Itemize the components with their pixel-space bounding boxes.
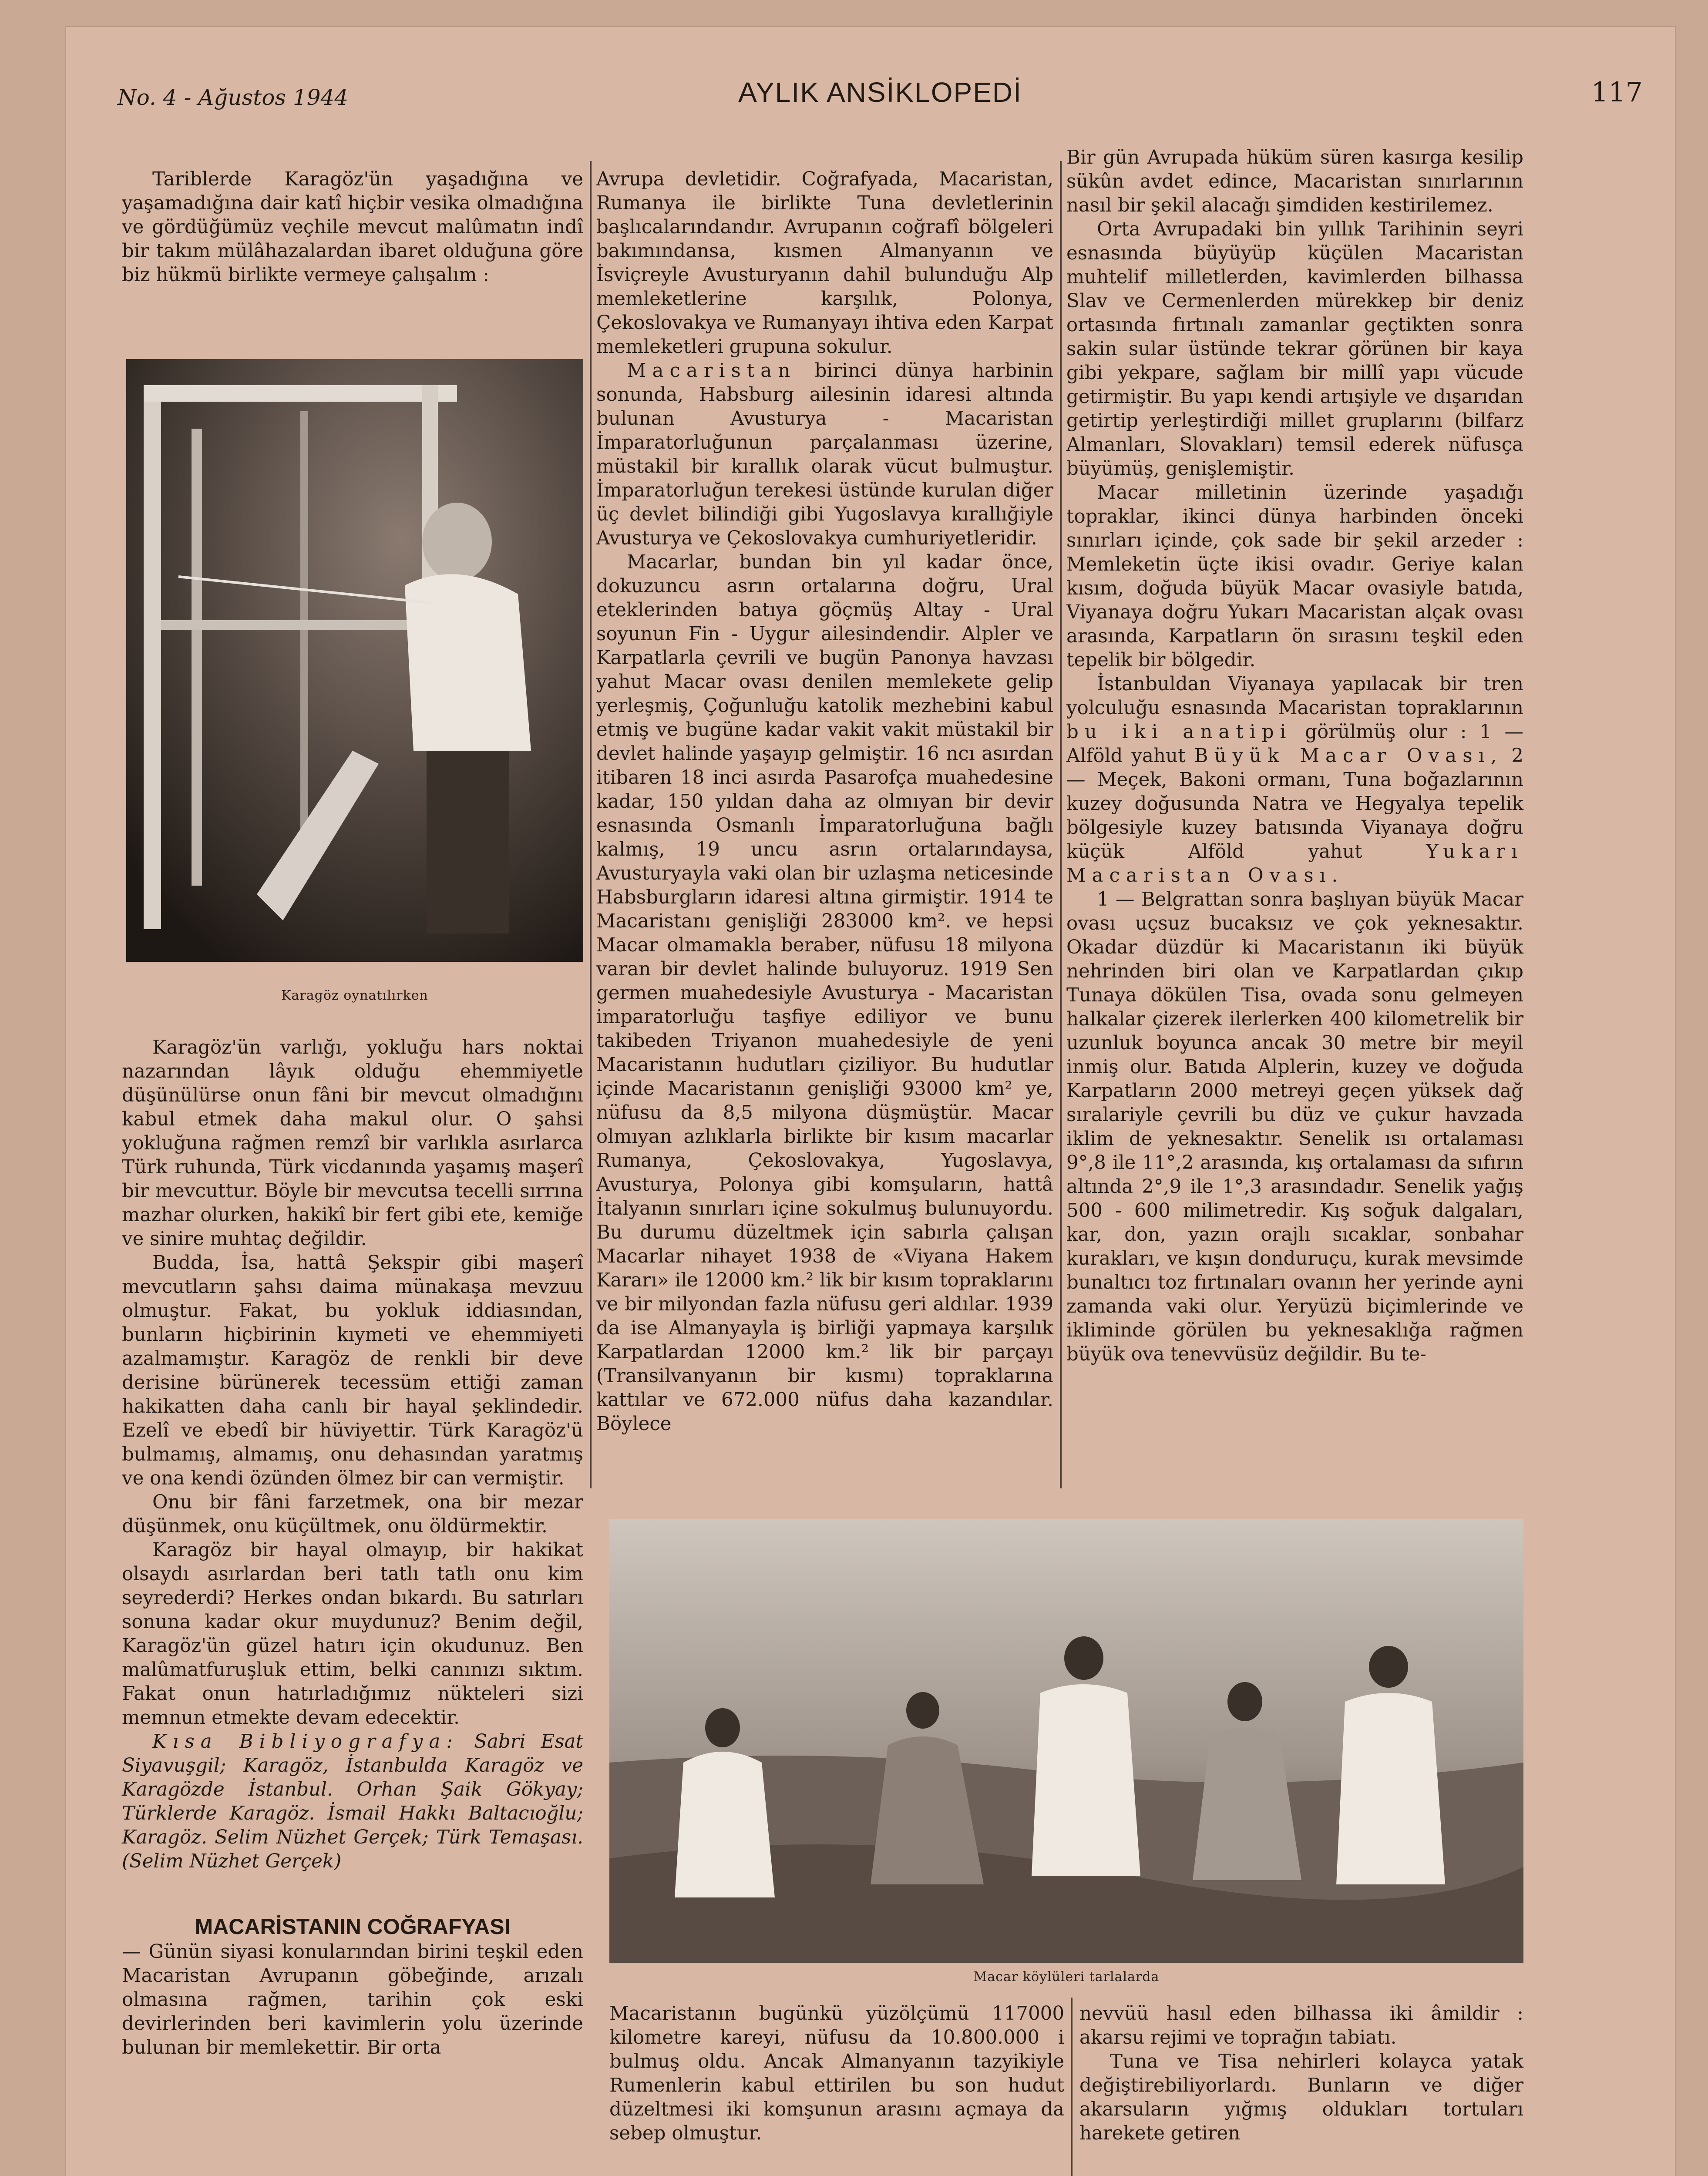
geography-paragraph-7a: İstanbuldan Viyanaya yapılacak bir tren yolculuğu esnasında Macaristan topraklarının xyxy=(1066,673,1523,719)
geography-paragraph-7-spaced-2: Büyük Macar Ovası, xyxy=(1194,745,1503,767)
column-divider-bottom xyxy=(1071,1998,1073,2176)
page-number: 117 xyxy=(1591,76,1643,108)
peasants-photo-caption: Macar köylüleri tarlalarda xyxy=(973,1969,1160,1985)
issue-date: No. 4 - Ağustos 1944 xyxy=(118,85,349,110)
bibliography-text: Sabri Esat Siyavuşgil; Karagöz, İstanbulda Karagöz ve Karagözde İstanbul. Orhan Şaik Gökyay; Türklerde Karagöz. İsmail Hakkı Baltacıoğlu; Karagöz. Selim Nüzhet Gerçek; Türk Temaşası. (Selim Nüzhet Gerçek) xyxy=(122,1731,584,1872)
karagoz-photo xyxy=(126,359,583,962)
geography-paragraph-2: birinci dünya harbinin sonunda, Habsburg ailesinin idaresi altında bulunan Avusturya - Macaristan İmparatorluğunun parçalanması üzerine, müstakil bir kırallık olarak vücut bulmuştur. İmparatorluğun terekesi üstünde kurulan diğer üç devlet bilindiği gibi Yugoslavya kırallığiyle Avusturya ve Çekoslovakya cumhuriyetleridir. xyxy=(596,360,1053,549)
geography-paragraph-7-spaced-1: bu iki anatipi xyxy=(1066,721,1292,743)
geography-paragraph-9: Macaristanın bugünkü yüzölçümü 117000 kilometre kareyi, nüfusu da 10.800.000 i bulmuş oldu. Ancak Almanyanın tazyikiyle Rumenlerin kabul ettirilen bu son hudut düzeltmesi iki komşunun arasını açmaya da sebep olmuştur. xyxy=(609,2003,1064,2144)
column-divider-1 xyxy=(590,161,592,1488)
karagoz-paragraph-2: Budda, İsa, hattâ Şekspir gibi maşerî mevcutların şahsı daima münakaşa mevzuu olmuştur. Fakat, bu yokluk iddiasından, bunların hiçbirinin kıymeti ve ehemmiyeti azalmamıştır. Karagöz de renkli bir deve derisine bürünerek tecessüm ettiği zaman hakikatten daha canlı bir hayal şeklindedir. Ezelî ve ebedî bir hüviyettir. Türk Karagöz'ü bulmamış, almamış, onu dehasından yaratmış ve ona kendi özünden ölmez bir can vermiştir. xyxy=(122,1252,583,1489)
karagoz-paragraph-1: Karagöz'ün varlığı, yokluğu hars noktai nazarından lâyık olduğu ehemmiyetle düşünülürse onun fâni bir mevcut olmadığını kabul etmek daha makul olur. O şahsi yokluğuna rağmen remzî bir varlıkla asırlarca Türk ruhunda, Türk vicdanında yaşamış maşerî bir mevcuttur. Böyle bir mevcutsa tecelli sırrına mazhar olurken, hakikî bir fert gibi ete, kemiğe ve sinire muhtaç değildir. xyxy=(122,1037,583,1250)
column-2-bottom xyxy=(609,2002,1064,2146)
geography-paragraph-5: Orta Avrupadaki bin yıllık Tarihinin seyri esnasında büyüyüp küçülen Macaristan muhtelif milletlerden, kavimlerden bilhassa Slav ve Cermenlerden mürekkep bir deniz ortasında fırtınalı zamanlar geçtikten sonra sakin sular üstünde tekrar görünen bir kaya gibi yekpare, sağlam bir millî yapı vücude getirmiştir. Bu yapı kendi artışiyle ve dışarıdan getirtip yerleştirdiği millet gruplarını (bilfarz Almanları, Slovakları) temsil ederek nüfusça büyümüş, genişlemiştir. xyxy=(1066,218,1523,480)
column-2 xyxy=(596,168,1053,1436)
section-intro: — Günün siyasi konularından birini teşkil eden Macaristan Avrupanın göbeğinde, arızalı olmasına rağmen, tarihin çok eski devirlerinden beri kavimlerin yolu üzerinde bulunan bir memlekettir. Bir orta xyxy=(122,1941,583,2058)
geography-paragraph-7c: 2 — Meçek, Bakoni ormanı, Tuna boğazlarının kuzey doğusunda Natra ve Hegyalya tepelik bölgesiyle kuzey batısında Viyanaya doğru küçük Alföld yahut xyxy=(1066,745,1524,863)
geography-paragraph-8: 1 — Belgrattan sonra başlıyan büyük Macar ovası uçsuz bucaksız ve çok yeknesaktır. Okadar düzdür ki Macaristanın iki büyük nehrinden biri olan ve Karpatlardan çıkıp Tunaya dökülen Tisa, ovada sonu gelmeyen halkalar çizerek ilerlerken 400 kilometrelik bir uzunluk boyunca ancak 30 metre bir meyil inmiş olur. Batıda Alplerin, kuzey ve doğuda Karpatların 2000 metreyi geçen yüksek dağ sıralariyle çevrili bu düz ve çukur havzada iklim de yeknesaktır. Senelik ısı ortalaması 9°,8 ile 11°,2 arasında, kış ortalaması da sıfırın altında 2°,9 ile 1°,3 arasındadır. Senelik yağış 500 - 600 milimetredir. Kış soğuk dalgaları, kar, don, yazın orajlı sıcaklar, sonbahar kurakları, ve kışın donduruçu, kurak mevsimde bunaltıcı toz fırtınaları ovanın her yerinde ayni zamanda vaki olur. Yeryüzü biçimlerinde ve ikliminde görülen bu yeknesaklığa rağmen büyük ova tenevvüsüz değildir. Bu te- xyxy=(1066,889,1523,1365)
geography-paragraph-1: Avrupa devletidir. Coğrafyada, Macaristan, Rumanya ile birlikte Tuna devletlerinin başlıcalarındandır. Avrupanın coğrafî bölgeleri bakımındansa, kısmen Almanyanın ve İsviçreyle Avusturyanın dahil bulunduğu Alp memleketlerine karşılık, Polonya, Çekoslovakya ve Rumanyayı ihtiva eden Karpat memleketleri grupuna sokulur. xyxy=(596,168,1053,358)
geography-paragraph-10: nevvüü hasıl eden bilhassa iki âmildir : akarsu rejimi ve toprağın tabiatı. xyxy=(1079,2003,1523,2048)
karagoz-intro: Tariblerde Karagöz'ün yaşadığına ve yaşamadığına dair katî hiçbir vesika olmadığına ve gördüğümüz veçhile mevcut malûmatın indî bir takım mülâhazalardan ibaret olduğuna göre biz hükmü birlikte vermeye çalışalım : xyxy=(122,168,583,286)
karagoz-paragraph-4: Karagöz bir hayal olmayıp, bir hakikat olsaydı asırlardan beri tatlı tatlı onu kim seyrederdi? Herkes ondan bıkardı. Bu satırları sonuna kadar okur muydunuz? Benim değil, Karagöz'ün güzel hatırı için okudunuz. Ben malûmatfuruşluk ettim, belki canınızı sıktım. Fakat onun hatırladığımız nükteleri sizi memnun etmekte devam edecektir. xyxy=(122,1539,583,1729)
peasants-photo xyxy=(609,1519,1523,1963)
karagoz-paragraph-3: Onu bir fâni farzetmek, ona bir mezar düşünmek, onu küçültmek, onu öldürmektir. xyxy=(122,1491,583,1537)
section-title: MACARİSTANIN COĞRAFYASI xyxy=(195,1914,511,1939)
geography-paragraph-11: Tuna ve Tisa nehirleri kolayca yatak değiştirebiliyorlardı. Bunların ve diğer akarsuların yığmış oldukları tortuları harekete getiren xyxy=(1079,2051,1523,2144)
bibliography-label: Kısa Bibliyografya: xyxy=(152,1731,459,1753)
column-3-bottom xyxy=(1079,2002,1523,2146)
column-divider-2 xyxy=(1060,161,1062,1488)
geography-paragraph-4: Bir gün Avrupada hüküm süren kasırga kesilip sükûn avdet edince, Macaristan sınırlarının nasıl bir şekil alacağı şimdiden kestirilemez. xyxy=(1066,147,1523,216)
column-1-bottom xyxy=(122,1036,583,2060)
geography-paragraph-2-lead: Macaristan xyxy=(627,360,797,382)
karagoz-photo-caption: Karagöz oynatılırken xyxy=(281,988,428,1003)
geography-paragraph-6: Macar milletinin üzerinde yaşadığı topraklar, ikinci dünya harbinden önceki sınırları içinde, çok sade bir şekil arzeder : Memleketin üçte ikisi ovadır. Geriye kalan kısım, doğuda büyük Macar ovasiyle batıda, Viyanaya doğru Yukarı Macaristan alçak ovası arasında, Karpatların ön sırasını teşkil eden tepelik bir bölgedir. xyxy=(1066,482,1523,671)
geography-paragraph-7-spaced-3: Yukarı Macaristan Ovası. xyxy=(1066,841,1523,887)
geography-paragraph-7b: görülmüş olur : 1 — Alföld yahut xyxy=(1066,721,1523,767)
column-3 xyxy=(1066,146,1523,1367)
journal-title: AYLIK ANSİKLOPEDİ xyxy=(738,77,1022,108)
geography-paragraph-3: Macarlar, bundan bin yıl kadar önce, dokuzuncu asrın ortalarına doğru, Ural eteklerinden batıya göçmüş Altay - Ural soyunun Fin - Uygur ailesindendir. Alpler ve Karpatlarla çevrili ve bugün Panonya havzası yahut Macar ovası denilen memlekete gelip yerleşmiş, Çoğunluğu katolik mezhebini kabul etmiş ve bugüne kadar vakit vakit müstakil bir devlet halinde yaşayıp gelmiştir. 16 ncı asırdan itibaren 18 inci asırda Pasarofça muahedesine kadar, 150 yıldan daha az olmıyan bir devir esnasında Osmanlı İmparatorluğuna bağlı kalmış, 19 uncu asrın ortalarındaysa, Avusturyayla vaki olan bir uzlaşma neticesinde Habsburgların idaresi altına girmiştir. 1914 te Macaristanı genişliği 283000 km². ve hepsi Macar olmamakla beraber, nüfusu 18 milyona varan bir devlet halinde buluyoruz. 1919 Sen germen muahedesiyle Avusturya - Macaristan imparatorluğu taşfiye ediliyor ve bunu takibeden Triyanon muahedesiyle de yeni Macaristanın hudutları çiziliyor. Bu hudutlar içinde Macaristanın genişliği 93000 km² ye, nüfusu da 8,5 milyona düşmüştür. Macar olmıyan azlıklarla birlikte bir kısım macarlar Rumanya, Çekoslovakya, Yugoslavya, Avusturya, Polonya gibi komşuların, hattâ İtalyanın sınırları içine sokulmuş bulunuyordu. Bu durumu düzeltmek için sabırla çalışan Macarlar nihayet 1938 de «Viyana Hakem Kararı» ile 12000 km.² lik bir kısım topraklarını ve bir milyondan fazla nüfusu geri aldılar. 1939 da ise Almanyayla iş birliği yapmaya karşılık Karpatlardan 12000 km.² lik bir parçayı (Transilvanyanın bir kısmı) topraklarına kattılar ve 672.000 nüfus daha kazandılar. Böylece xyxy=(596,551,1053,1435)
column-1-top xyxy=(122,168,583,287)
page-header xyxy=(118,76,1643,128)
